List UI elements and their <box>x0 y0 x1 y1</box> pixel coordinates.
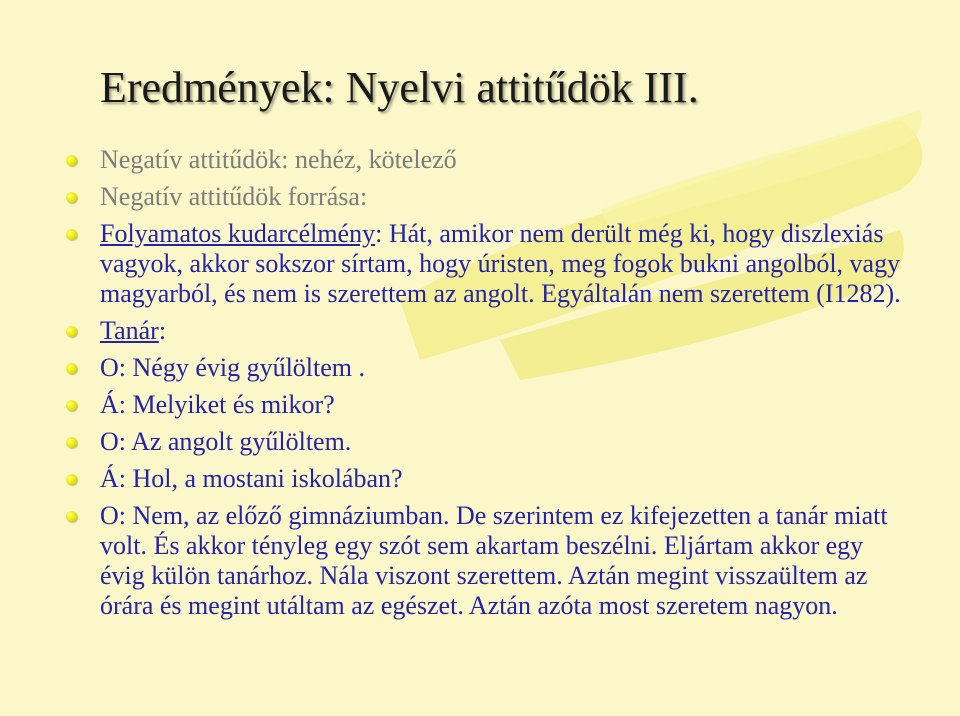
bullet-icon <box>66 155 77 166</box>
bullet-label: Folyamatos kudarcélmény <box>100 219 376 248</box>
bullet-icon <box>66 474 77 485</box>
bullet-text: : <box>158 316 167 345</box>
bullet-icon <box>66 511 77 522</box>
bullet-icon <box>66 363 77 374</box>
bullet-item <box>0 316 960 346</box>
bullet-item <box>0 145 960 175</box>
bullet-text: Á: Melyiket és mikor? <box>100 390 335 419</box>
bullet-label: Tanár <box>100 316 159 345</box>
bullet-list <box>0 145 960 628</box>
bullet-item <box>0 427 960 457</box>
bullet-text: Á: Hol, a mostani iskolában? <box>100 464 403 493</box>
bullet-text: Negatív attitűdök forrása: <box>100 182 368 211</box>
bullet-icon <box>66 192 77 203</box>
bullet-item <box>0 501 960 621</box>
bullet-item <box>0 390 960 420</box>
bullet-text: O: Négy évig gyűlöltem . <box>100 353 366 382</box>
bullet-text: : Hát, amikor nem derült még ki, hogy diszlexiás vagyok, akkor sokszor sírtam, hogy úristen, meg fogok bukni angolból, vagy magyarból, és nem is szerettem az angolt. Egyáltalán nem szerettem (I1282). <box>100 219 901 308</box>
bullet-icon <box>66 437 77 448</box>
bullet-icon <box>66 400 77 411</box>
bullet-item <box>0 182 960 212</box>
bullet-text: O: Az angolt gyűlöltem. <box>100 427 352 456</box>
slide-title: Eredmények: Nyelvi attitűdök III. <box>100 63 699 112</box>
bullet-icon <box>66 326 77 337</box>
bullet-text: O: Nem, az előző gimnáziumban. De szerintem ez kifejezetten a tanár miatt volt. És akkor tényleg egy szót sem akartam beszélni. Eljártam akkor egy évig külön tanárhoz. Nála viszont szerettem. Aztán megint visszaültem az órára és megint utáltam az egészet. Aztán azóta most szeretem nagyon. <box>100 501 888 620</box>
bullet-item <box>0 353 960 383</box>
bullet-icon <box>66 229 77 240</box>
bullet-item <box>0 464 960 494</box>
bullet-item <box>0 219 960 309</box>
bullet-text: Negatív attitűdök: nehéz, kötelező <box>100 145 457 174</box>
